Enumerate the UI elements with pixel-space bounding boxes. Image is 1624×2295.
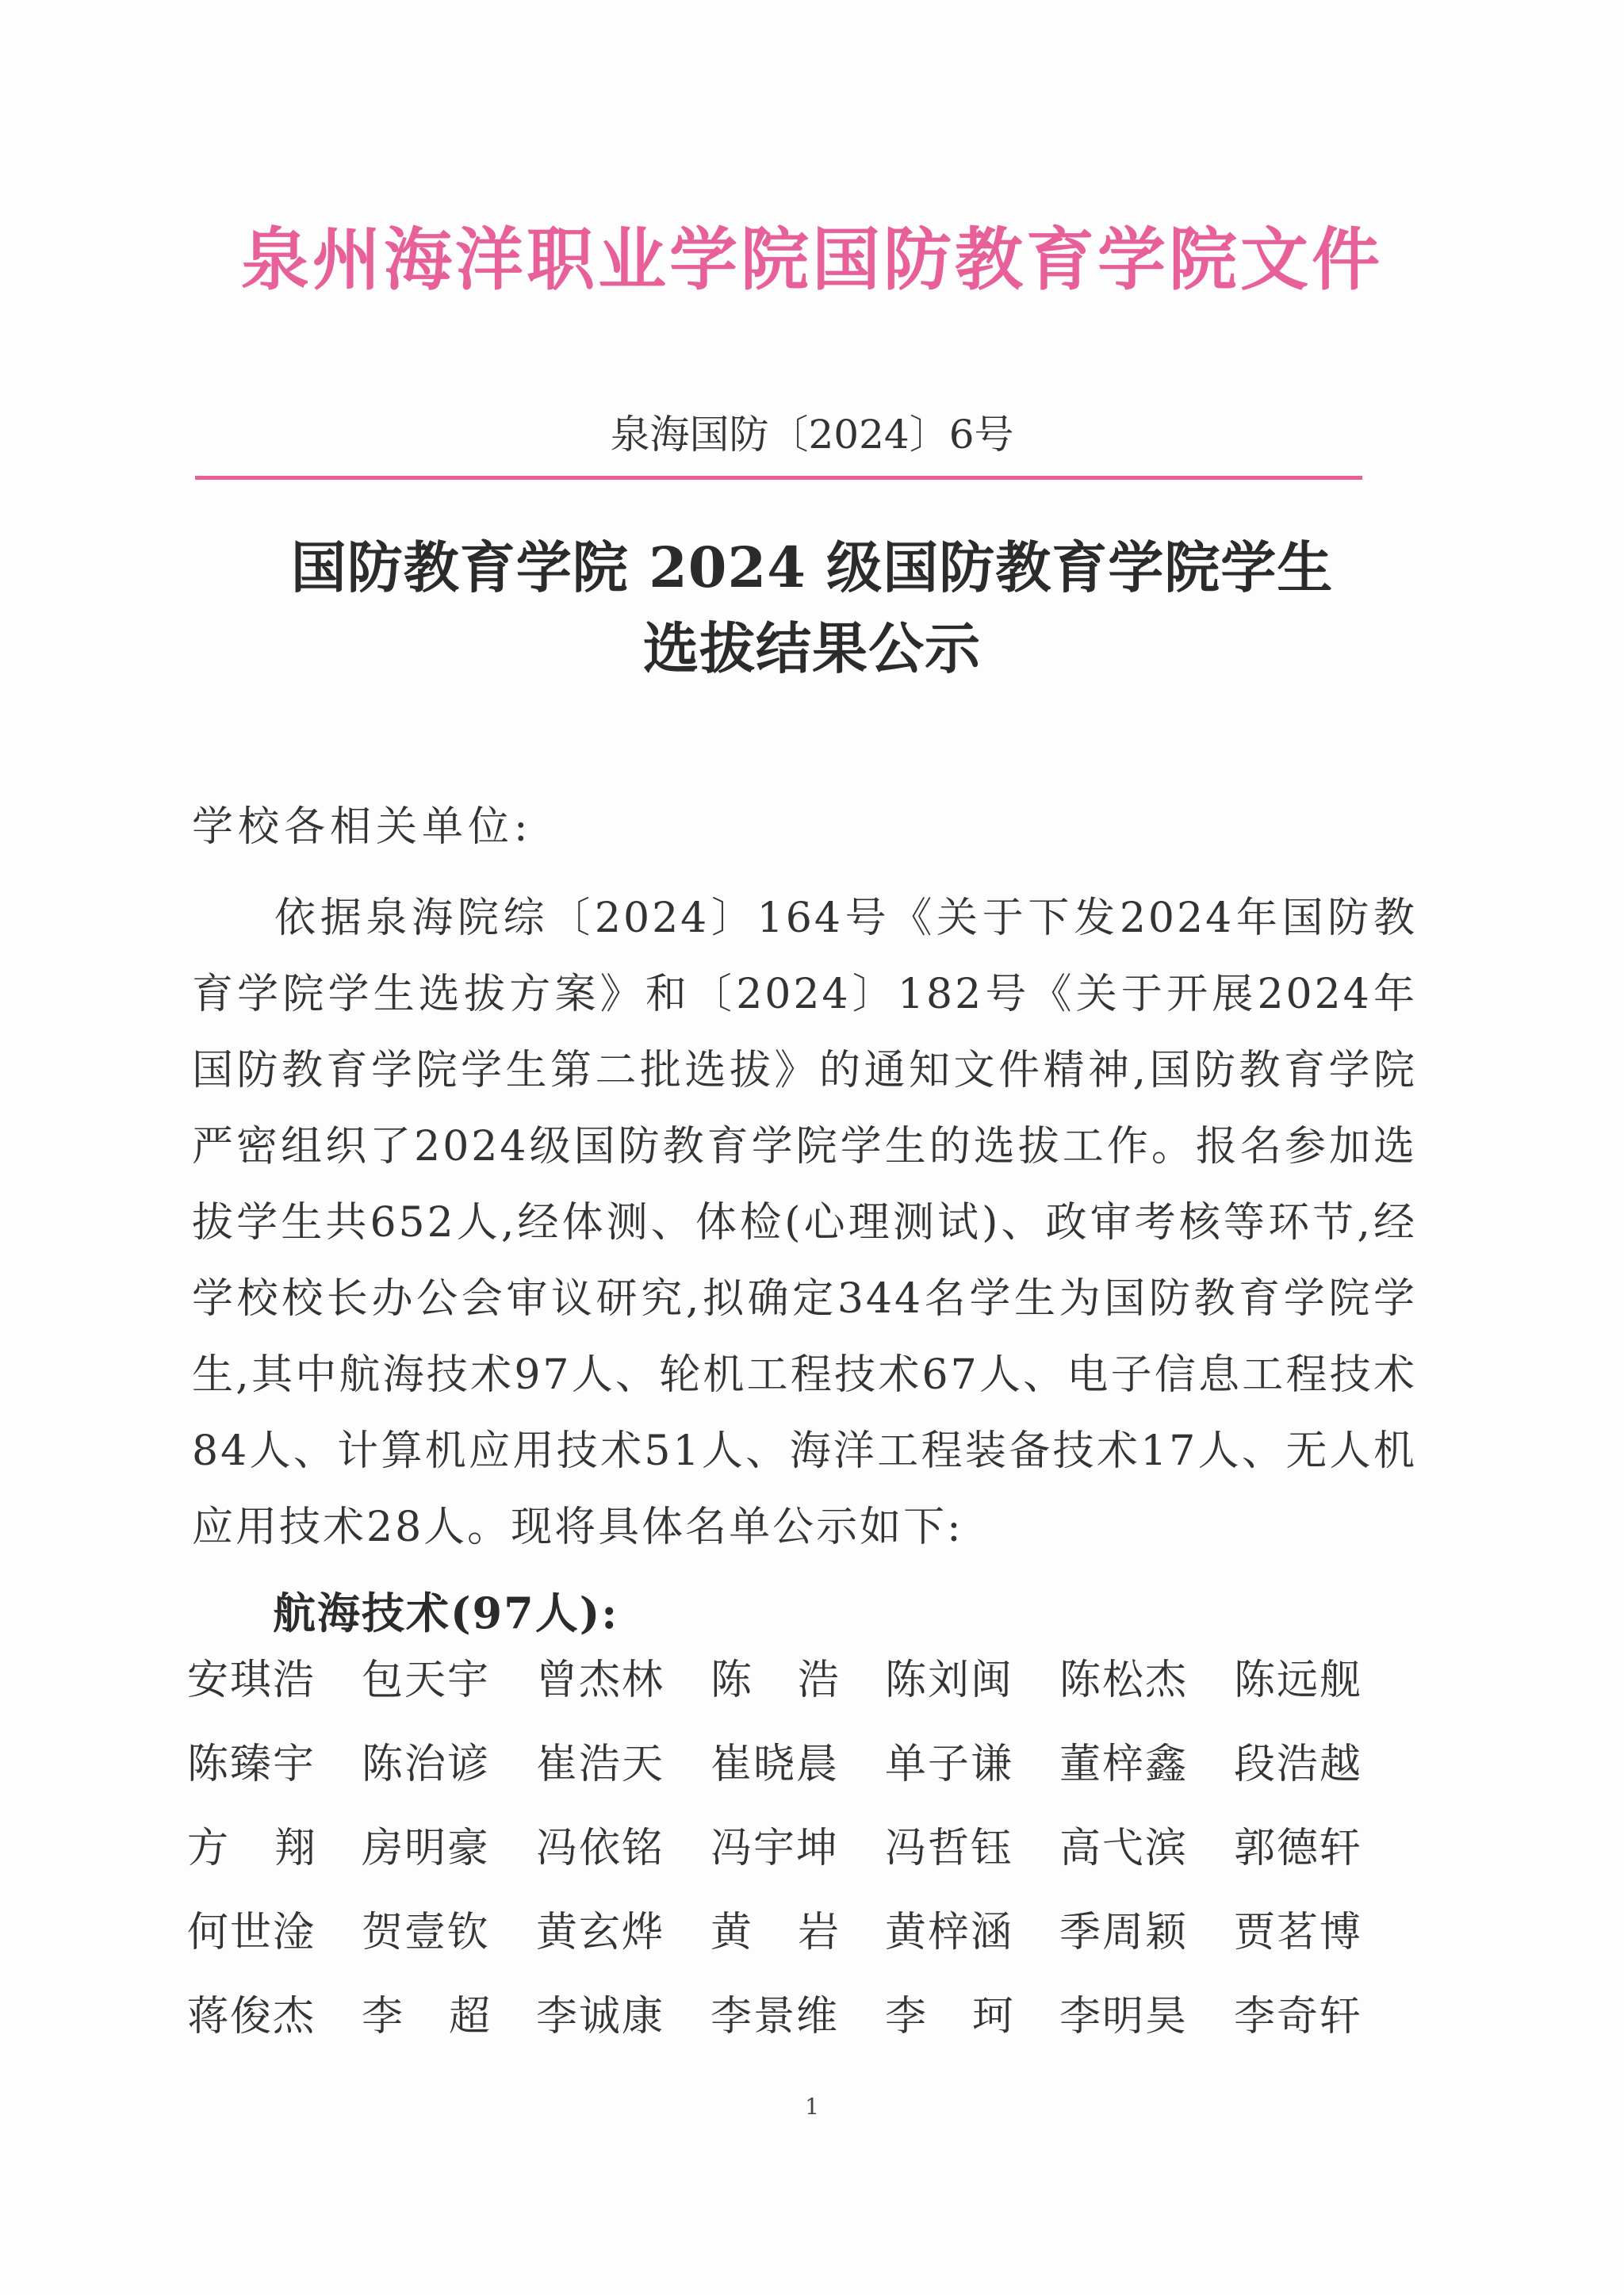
student-name: 段浩越 [1234,1741,1363,1788]
student-name: 方 翔 [187,1825,316,1872]
student-name: 包天宇 [362,1657,491,1704]
student-name: 冯宇坤 [710,1825,840,1872]
name-row [187,1898,1424,1983]
student-name: 高弋滨 [1059,1825,1189,1872]
student-name: 李 珂 [885,1993,1013,2040]
student-name: 陈 浩 [710,1657,839,1704]
student-name: 陈治谚 [362,1741,491,1788]
salutation: 学校各相关单位: [192,803,533,851]
student-name: 黄梓涵 [885,1909,1014,1956]
page-number: 1 [805,2094,819,2120]
document-red-heading: 泉州海洋职业学院国防教育学院文件 [241,220,1383,300]
student-name: 房明豪 [362,1825,491,1872]
student-name: 陈臻宇 [187,1741,316,1788]
student-name: 黄玄烨 [536,1909,665,1956]
student-name: 冯哲钰 [885,1825,1014,1872]
student-name: 崔浩天 [536,1741,665,1788]
student-name: 李诚康 [536,1993,665,2040]
student-name: 安琪浩 [187,1657,316,1704]
student-name: 贾茗博 [1234,1909,1363,1956]
student-name: 季周颖 [1059,1909,1189,1956]
student-name: 何世淦 [187,1909,316,1956]
name-row [187,1983,1424,2067]
student-name: 郭德轩 [1234,1825,1363,1872]
student-name: 李景维 [710,1993,840,2040]
document-number: 泉海国防〔2024〕6号 [610,412,1014,458]
student-name: 董梓鑫 [1059,1741,1189,1788]
name-row [187,1814,1424,1898]
student-name: 陈松杰 [1059,1657,1189,1704]
student-name: 李奇轩 [1234,1993,1363,2040]
student-name: 单子谦 [885,1741,1014,1788]
student-name: 冯依铭 [536,1825,665,1872]
name-row [187,1646,1424,1730]
body-paragraph: 依据泉海院综〔2024〕164号《关于下发2024年国防教育学院学生选拔方案》和〔2024〕182号《关于开展2024年国防教育学院学生第二批选拔》的通知文件精神,国防教育学院严密组织了2024级国防教育学院学生的选拔工作。报名参加选拔学生共652人,经体测、体检(心理测试)、政审考核等环节,经学校校长办公会审议研究,拟确定344名学生为国防教育学院学生,其中航海技术97人、轮机工程技术67人、电子信息工程技术84人、计算机应用技术51人、海洋工程装备技术17人、无人机应用技术28人。现将具体名单公示如下: [192,895,1417,1551]
document-title-line-2: 选拔结果公示 [643,615,981,681]
student-name: 陈刘闽 [885,1657,1014,1704]
student-name: 李 超 [362,1993,490,2040]
student-name: 李明昊 [1059,1993,1189,2040]
student-name: 蒋俊杰 [187,1993,316,2040]
name-list [187,1646,1424,2067]
student-name: 黄 岩 [710,1909,839,1956]
student-name: 曾杰林 [536,1657,665,1704]
student-name: 贺壹钦 [362,1909,491,1956]
student-name: 陈远舰 [1234,1657,1363,1704]
name-row [187,1730,1424,1814]
section-heading-navigation-technology: 航海技术(97人): [273,1588,619,1638]
header-divider [195,476,1362,480]
document-title-line-1: 国防教育学院 2024 级国防教育学院学生 [290,534,1334,600]
student-name: 崔晓晨 [710,1741,840,1788]
